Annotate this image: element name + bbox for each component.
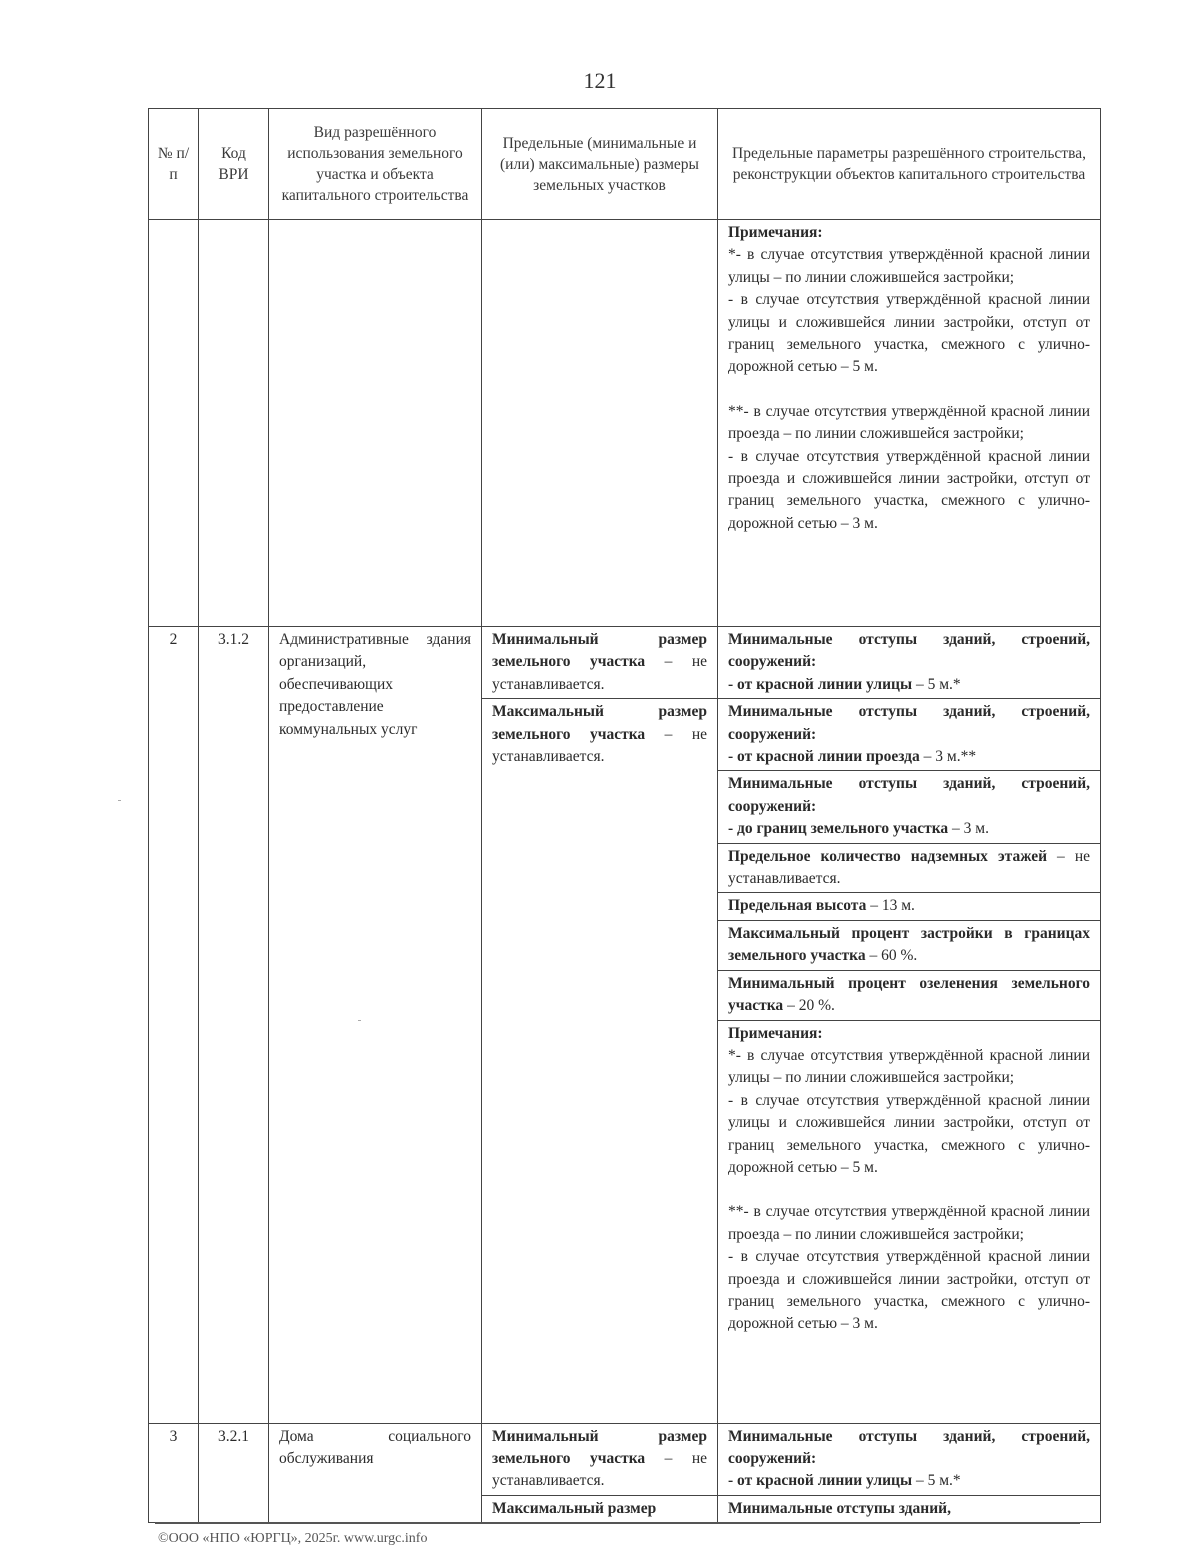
header-type: Вид разрешённого использования земельного участка и объекта капитального строительства <box>269 109 482 220</box>
setback-street-cell: Минимальные отступы зданий, строений, сооружений: - от красной линии улицы – 5 м.* <box>718 1423 1101 1495</box>
note-text: - в случае отсутствия утверждённой красной линии проезда и сложившейся линии застройки, отступ от границ земельного участка, смежного с улично-дорожной сетью – 3 м. <box>728 447 1090 532</box>
header-size: Предельные (минимальные и (или) максимальные) размеры земельных участков <box>482 109 718 220</box>
footer-copyright: ©ООО «НПО «ЮРГЦ», 2025г. www.urgc.info <box>158 1531 428 1546</box>
row-type: Дома социального обслуживания <box>269 1423 482 1523</box>
note-text: - в случае отсутствия утверждённой красной линии улицы и сложившейся линии застройки, отступ от границ земельного участка, смежного с улично-дорожной сетью – 5 м. <box>728 291 1090 376</box>
notes-title: Примечания: <box>728 224 823 241</box>
scan-artifact <box>118 800 121 801</box>
note-text: *- в случае отсутствия утверждённой красной линии улицы – по линии сложившейся застройки; <box>728 1046 1090 1087</box>
green-percent-cell: Минимальный процент озеленения земельного участка – 20 %. <box>718 970 1101 1020</box>
row-code: 3.1.2 <box>199 627 269 1424</box>
scan-artifact <box>358 1020 361 1021</box>
notes-cell <box>718 220 1101 627</box>
row-num: 3 <box>149 1423 199 1523</box>
header-num: № п/п <box>149 109 199 220</box>
note-text: - в случае отсутствия утверждённой красной линии проезда и сложившейся линии застройки, отступ от границ земельного участка, смежного с улично-дорожной сетью – 3 м. <box>728 1248 1090 1333</box>
page-number: 121 <box>583 68 617 93</box>
notes-cell <box>718 1020 1101 1423</box>
note-text: - в случае отсутствия утверждённой красной линии улицы и сложившейся линии застройки, отступ от границ земельного участка, смежного с улично-дорожной сетью – 5 м. <box>728 1091 1090 1176</box>
max-size-cell: Максимальный размер земельного участка – не устанавливается. <box>482 699 718 1423</box>
note-text: **- в случае отсутствия утверждённой красной линии проезда – по линии сложившейся застройки; <box>728 402 1090 443</box>
table-row <box>149 220 1101 627</box>
floors-cell: Предельное количество надземных этажей – не устанавливается. <box>718 843 1101 893</box>
header-code: Код ВРИ <box>199 109 269 220</box>
header-params: Предельные параметры разрешённого строительства, реконструкции объектов капитального строительства <box>718 109 1101 220</box>
footer-divider <box>155 1522 1080 1524</box>
max-size-cell: Максимальный размер <box>482 1495 718 1522</box>
table-header-row <box>149 109 1101 220</box>
notes-title: Примечания: <box>728 1024 823 1042</box>
zoning-table <box>148 108 1101 1523</box>
setback-cell-partial: Минимальные отступы зданий, <box>718 1495 1101 1522</box>
setback-border-cell: Минимальные отступы зданий, строений, сооружений: - до границ земельного участка – 3 м. <box>718 771 1101 843</box>
min-size-cell: Минимальный размер земельного участка – не устанавливается. <box>482 1423 718 1495</box>
table-row <box>149 627 1101 699</box>
min-size-cell: Минимальный размер земельного участка – не устанавливается. <box>482 627 718 699</box>
setback-passage-cell: Минимальные отступы зданий, строений, сооружений: - от красной линии проезда – 3 м.** <box>718 699 1101 771</box>
note-text: *- в случае отсутствия утверждённой красной линии улицы – по линии сложившейся застройки; <box>728 246 1090 286</box>
row-num: 2 <box>149 627 199 1424</box>
setback-street-cell: Минимальные отступы зданий, строений, сооружений: - от красной линии улицы – 5 м.* <box>718 627 1101 699</box>
build-percent-cell: Максимальный процент застройки в границах земельного участка – 60 %. <box>718 920 1101 970</box>
table-row <box>149 1423 1101 1495</box>
height-cell: Предельная высота – 13 м. <box>718 893 1101 920</box>
row-type: Административные здания организаций, обеспечивающих предоставление коммунальных услуг <box>269 627 482 1424</box>
row-code: 3.2.1 <box>199 1423 269 1523</box>
note-text: **- в случае отсутствия утверждённой красной линии проезда – по линии сложившейся застройки; <box>728 1203 1090 1243</box>
